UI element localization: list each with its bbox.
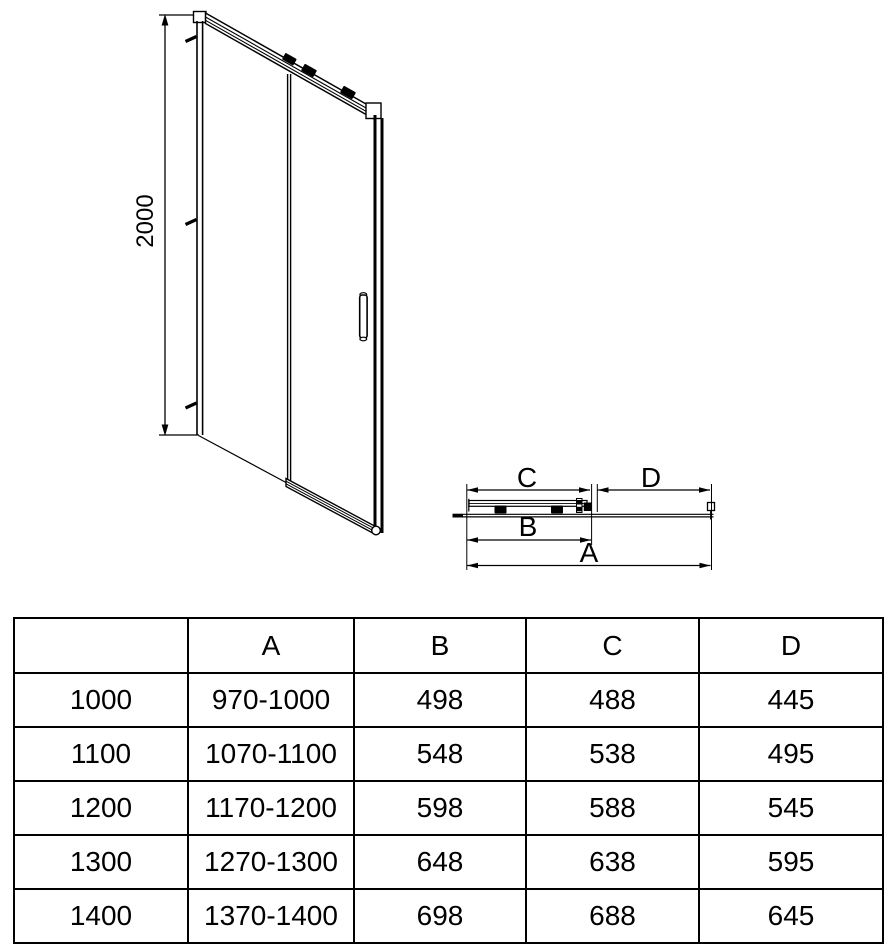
dimension-b — [467, 511, 591, 543]
bottom-rail — [199, 436, 381, 535]
left-wall-profile — [194, 12, 207, 436]
table-cell: 1100 — [14, 727, 188, 781]
table-cell: 1200 — [14, 781, 188, 835]
table-cell: 488 — [526, 673, 699, 727]
plan-view-drawing — [453, 462, 715, 570]
table-cell: 445 — [699, 673, 883, 727]
wall-bracket-marks — [186, 37, 197, 409]
door-leading-edge — [288, 74, 291, 481]
table-header-cell-d: D — [699, 618, 883, 673]
table-cell: 1270-1300 — [188, 835, 354, 889]
table-header-cell-b: B — [354, 618, 526, 673]
top-rail — [206, 13, 382, 119]
height-dimension — [132, 14, 199, 436]
table-cell: 498 — [354, 673, 526, 727]
table-cell: 595 — [699, 835, 883, 889]
dimension-c — [467, 462, 590, 493]
plan-fixed-panel — [453, 514, 714, 517]
table-cell: 1000 — [14, 673, 188, 727]
table-cell: 1070-1100 — [188, 727, 354, 781]
dim-b-label: B — [518, 511, 538, 542]
size-table — [13, 617, 884, 944]
table-cell: 538 — [526, 727, 699, 781]
table-cell: 1400 — [14, 889, 188, 943]
table-cell: 588 — [526, 781, 699, 835]
table-row — [14, 673, 883, 727]
table-cell: 648 — [354, 835, 526, 889]
table-header-cell-a: A — [188, 618, 354, 673]
table-header-cell-size — [14, 618, 188, 673]
table-header-row — [14, 618, 883, 673]
table-row — [14, 835, 883, 889]
table-cell: 1300 — [14, 835, 188, 889]
table-cell: 1170-1200 — [188, 781, 354, 835]
table-cell: 548 — [354, 727, 526, 781]
table-cell: 598 — [354, 781, 526, 835]
table-cell: 1370-1400 — [188, 889, 354, 943]
dim-a-label: A — [579, 537, 599, 568]
dim-c-label: C — [516, 462, 538, 493]
table-row — [14, 889, 883, 943]
dimension-a — [467, 537, 711, 568]
table-cell: 698 — [354, 889, 526, 943]
table-cell: 645 — [699, 889, 883, 943]
door-handle — [360, 293, 367, 341]
table-row — [14, 781, 883, 835]
height-dimension-label: 2000 — [132, 194, 159, 248]
table-cell: 688 — [526, 889, 699, 943]
table-header-cell-c: C — [526, 618, 699, 673]
table-cell: 545 — [699, 781, 883, 835]
right-door-frame — [375, 115, 382, 533]
table-row — [14, 727, 883, 781]
table-cell: 970-1000 — [188, 673, 354, 727]
dim-d-label: D — [640, 462, 662, 493]
table-cell: 495 — [699, 727, 883, 781]
front-view-drawing — [132, 12, 382, 535]
table-cell: 638 — [526, 835, 699, 889]
dimension-d — [598, 462, 711, 493]
